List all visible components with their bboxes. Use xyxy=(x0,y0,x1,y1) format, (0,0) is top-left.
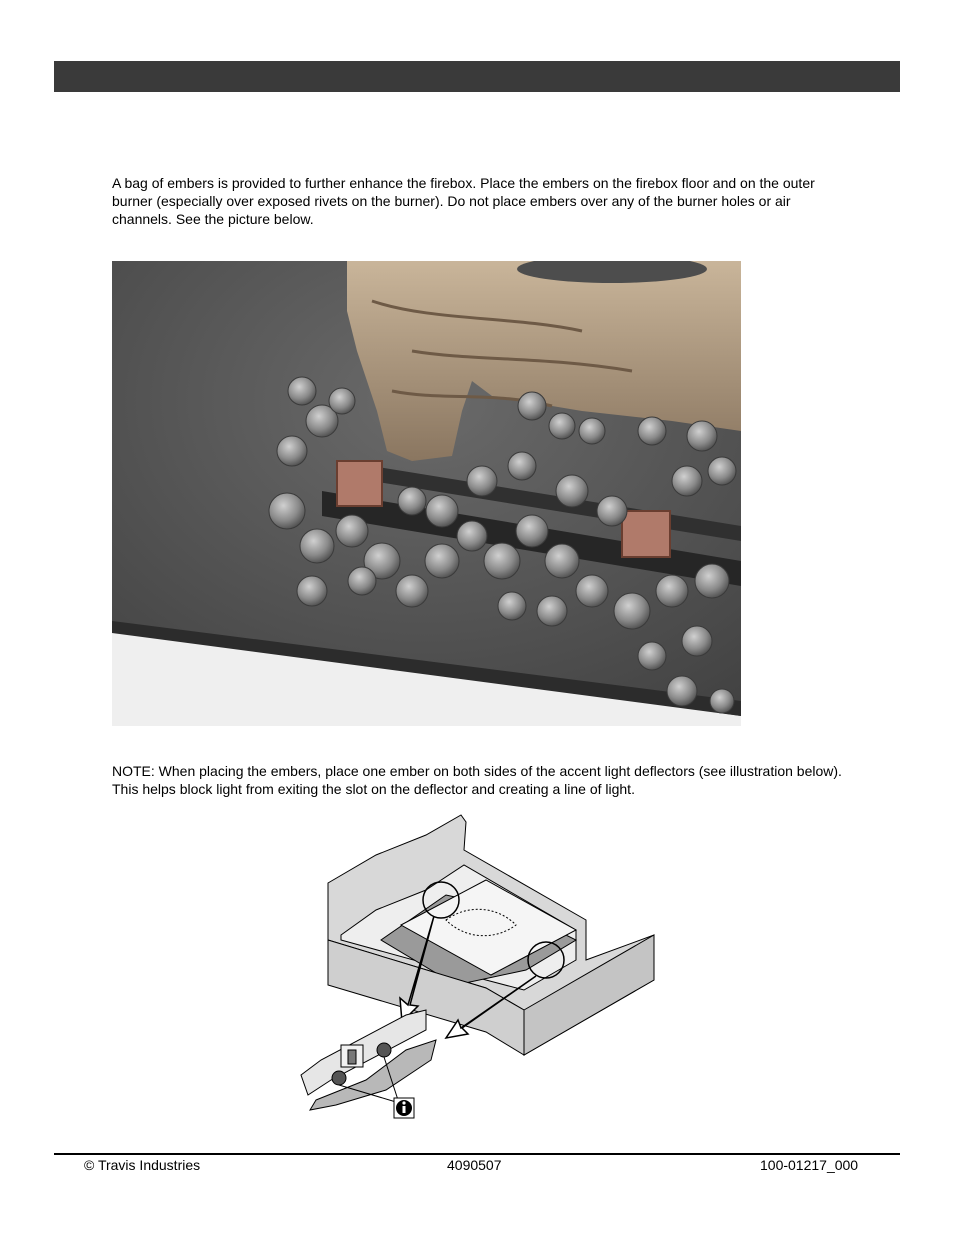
footer-part-number: 100-01217_000 xyxy=(760,1157,859,1173)
info-icon xyxy=(394,1098,414,1118)
note-paragraph: NOTE: When placing the embers, place one ember on both sides of the accent light deflectors (see illustration below). This helps block light from exiting the slot on the deflector and creating a line of light. xyxy=(112,763,842,797)
deflector-illustration xyxy=(296,810,660,1124)
intro-paragraph: A bag of embers is provided to further enhance the firebox. Place the embers on the firebox floor and on the outer burner (especially over exposed rivets on the burner). Do not place embers over any of the burner holes or air channels. See the picture below. xyxy=(112,175,815,227)
section-header-bar xyxy=(54,61,900,92)
footer-rule xyxy=(54,1153,900,1155)
footer-doc-number: 4090507 xyxy=(447,1157,502,1173)
embers-photo xyxy=(112,261,741,726)
footer-copyright: © Travis Industries xyxy=(84,1157,201,1173)
